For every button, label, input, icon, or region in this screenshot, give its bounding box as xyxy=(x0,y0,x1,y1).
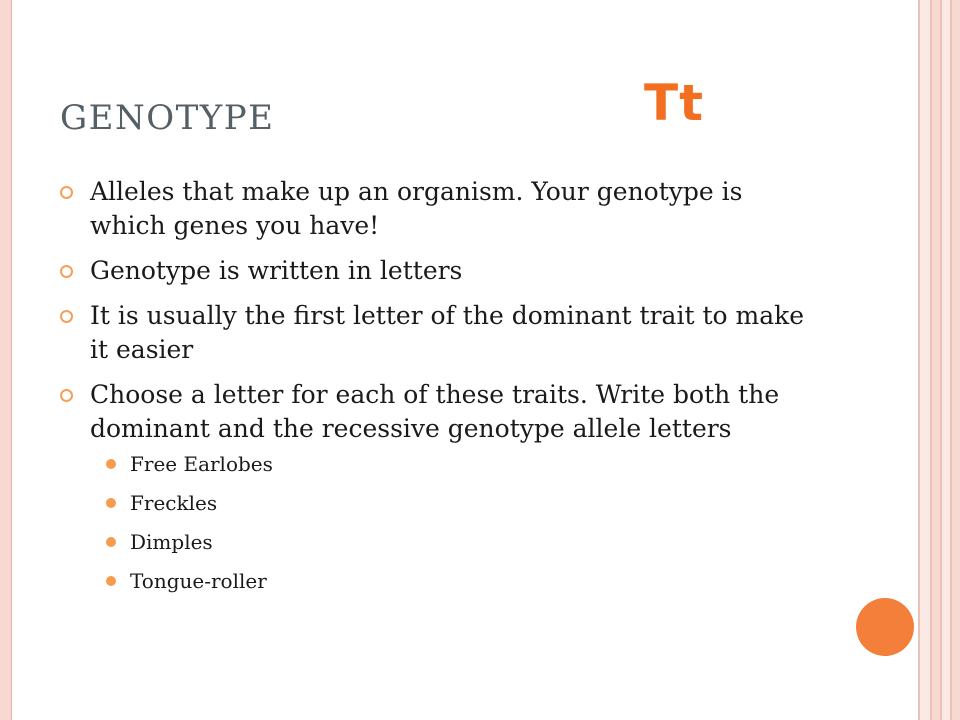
bullet-list xyxy=(60,175,820,595)
right-stripe xyxy=(942,0,950,720)
dot-bullet-icon xyxy=(106,459,116,469)
bullet-text: Alleles that make up an organism. Your genotype is which genes you have! xyxy=(90,177,743,240)
right-stripe xyxy=(952,0,960,720)
bullet-text: It is usually the first letter of the dominant trait to make it easier xyxy=(90,301,805,364)
sub-list-item xyxy=(98,489,820,517)
list-item xyxy=(60,299,820,367)
sub-list-item xyxy=(98,567,820,595)
circle-bullet-icon xyxy=(60,389,73,402)
dot-bullet-icon xyxy=(106,498,116,508)
list-item xyxy=(60,175,820,243)
circle-bullet-icon xyxy=(60,310,73,323)
list-item xyxy=(60,378,820,595)
right-stripe xyxy=(932,0,940,720)
sub-bullet-text: Dimples xyxy=(130,530,213,554)
dot-bullet-icon xyxy=(106,576,116,586)
circle-bullet-icon xyxy=(60,265,73,278)
bullet-text: Choose a letter for each of these traits. Write both the dominant and the recessive genotype allele letters xyxy=(90,380,780,443)
list-item xyxy=(60,254,820,288)
left-frame-line xyxy=(11,0,12,720)
right-stripe xyxy=(920,0,930,720)
dot-bullet-icon xyxy=(106,537,116,547)
sub-bullet-text: Tongue-roller xyxy=(130,569,267,593)
circle-bullet-icon xyxy=(60,186,73,199)
sub-list-item xyxy=(98,450,820,478)
slide-title: GENOTYPE xyxy=(60,98,275,138)
sub-bullet-text: Freckles xyxy=(130,491,218,515)
bullet-text: Genotype is written in letters xyxy=(90,256,463,285)
decorative-circle xyxy=(856,598,914,656)
sub-bullet-list xyxy=(98,450,820,595)
slide-content xyxy=(60,175,820,606)
genotype-example-text: Tt xyxy=(644,74,705,132)
sub-list-item xyxy=(98,528,820,556)
left-frame-bar xyxy=(0,0,11,720)
sub-bullet-text: Free Earlobes xyxy=(130,452,273,476)
